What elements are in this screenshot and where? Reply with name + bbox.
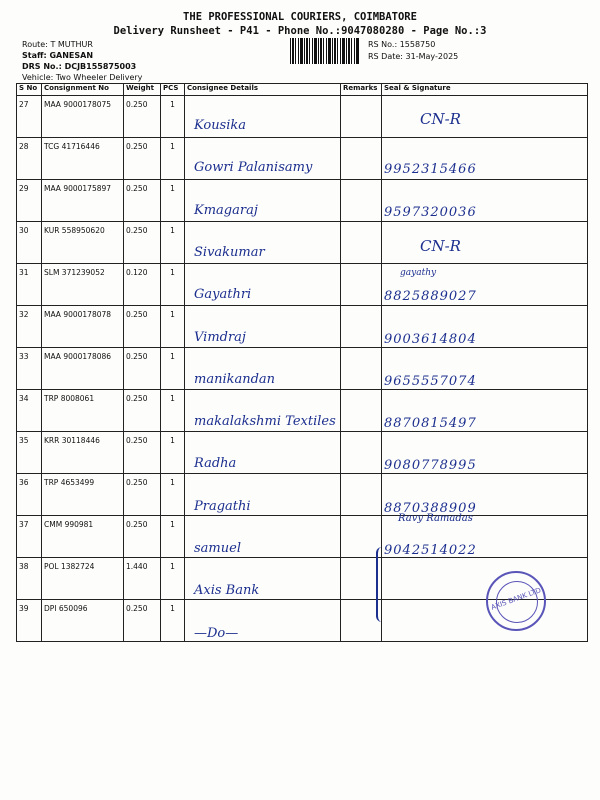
- sno-cell: 31: [17, 264, 42, 306]
- runsheet-subtitle: Delivery Runsheet - P41 - Phone No.:9047080280 - Page No.:3: [113, 25, 487, 37]
- barcode: [290, 38, 360, 64]
- weight-cell: 0.250: [124, 180, 161, 222]
- handwritten-consignee: makalakshmi Textiles: [194, 414, 336, 430]
- handwritten-signature: 9597320036: [384, 204, 477, 220]
- handwritten-signature: 9952315466: [384, 162, 477, 178]
- pcs-cell: 1: [161, 180, 185, 222]
- weight-cell: 0.120: [124, 264, 161, 306]
- consignment-cell: SLM 371239052: [42, 264, 124, 306]
- consignment-cell: MAA 9000178078: [42, 306, 124, 348]
- weight-cell: 0.250: [124, 138, 161, 180]
- sno-cell: 29: [17, 180, 42, 222]
- weight-cell: 0.250: [124, 474, 161, 516]
- handwritten-consignee: Kousika: [194, 118, 247, 133]
- remarks-cell: [341, 96, 382, 138]
- table-row: [17, 96, 588, 138]
- col-sno: S No: [17, 84, 42, 96]
- pcs-cell: 1: [161, 306, 185, 348]
- handwritten-consignee: samuel: [194, 541, 241, 556]
- weight-cell: 0.250: [124, 600, 161, 642]
- weight-cell: 1.440: [124, 558, 161, 600]
- handwritten-signature: 9655557074: [384, 373, 477, 389]
- handwritten-consignee: Pragathi: [194, 498, 251, 514]
- sno-cell: 39: [17, 600, 42, 642]
- pcs-cell: 1: [161, 558, 185, 600]
- pcs-cell: 1: [161, 474, 185, 516]
- handwritten-consignee: —Do—: [194, 625, 239, 641]
- handwritten-signature: CN-R: [420, 236, 461, 255]
- handwritten-signature: 9003614804: [384, 331, 477, 347]
- consignment-cell: CMM 990981: [42, 516, 124, 558]
- signature-name: gayathy: [400, 268, 437, 278]
- handwritten-signature: 8870388909: [384, 500, 477, 516]
- handwritten-consignee: Radha: [194, 456, 237, 472]
- handwritten-signature: 9042514022: [384, 543, 477, 558]
- consignment-cell: TCG 41716446: [42, 138, 124, 180]
- remarks-cell: [341, 348, 382, 390]
- weight-cell: 0.250: [124, 432, 161, 474]
- col-signature: Seal & Signature: [382, 84, 588, 96]
- remarks-cell: [341, 264, 382, 306]
- handwritten-consignee: Axis Bank: [194, 583, 260, 599]
- pcs-cell: 1: [161, 264, 185, 306]
- remarks-cell: [341, 306, 382, 348]
- col-weight: Weight: [124, 84, 161, 96]
- sno-cell: 35: [17, 432, 42, 474]
- handwritten-consignee: Gayathri: [194, 287, 252, 303]
- bank-seal-stamp: AXIS BANK LTD: [486, 571, 546, 631]
- remarks-cell: [341, 180, 382, 222]
- col-consignee: Consignee Details: [185, 84, 341, 96]
- table-row: [17, 264, 588, 306]
- consignment-cell: POL 1382724: [42, 558, 124, 600]
- consignment-cell: MAA 9000178086: [42, 348, 124, 390]
- table-row: [17, 222, 588, 264]
- pcs-cell: 1: [161, 390, 185, 432]
- table-header-row: [17, 84, 588, 96]
- table-row: [17, 306, 588, 348]
- pcs-cell: 1: [161, 348, 185, 390]
- col-consignment: Consignment No: [42, 84, 124, 96]
- handwritten-consignee: Kmagaraj: [194, 202, 258, 218]
- rs-number: RS No.: 1558750: [368, 40, 436, 49]
- consignment-cell: DPI 650096: [42, 600, 124, 642]
- sno-cell: 34: [17, 390, 42, 432]
- handwritten-signature: 8870815497: [384, 416, 477, 432]
- pcs-cell: 1: [161, 222, 185, 264]
- remarks-cell: [341, 390, 382, 432]
- sno-cell: 36: [17, 474, 42, 516]
- pcs-cell: 1: [161, 600, 185, 642]
- handwritten-consignee: Gowri Palanisamy: [194, 160, 313, 176]
- drs-number: DRS No.: DCJB155875003: [22, 62, 137, 71]
- col-pcs: PCS: [161, 84, 185, 96]
- table-row: [17, 432, 588, 474]
- remarks-cell: [341, 138, 382, 180]
- weight-cell: 0.250: [124, 96, 161, 138]
- weight-cell: 0.250: [124, 306, 161, 348]
- sno-cell: 27: [17, 96, 42, 138]
- consignment-cell: KUR 558950620: [42, 222, 124, 264]
- handwritten-consignee: manikandan: [194, 371, 276, 387]
- remarks-cell: [341, 432, 382, 474]
- signature-cell: [382, 222, 588, 264]
- table-row: [17, 348, 588, 390]
- consignment-cell: TRP 4653499: [42, 474, 124, 516]
- sno-cell: 37: [17, 516, 42, 558]
- pcs-cell: 1: [161, 516, 185, 558]
- signature-cell: [382, 558, 588, 600]
- weight-cell: 0.250: [124, 516, 161, 558]
- signature-name: Ravy Ramadas: [398, 513, 473, 524]
- consignment-cell: MAA 9000175897: [42, 180, 124, 222]
- pcs-cell: 1: [161, 96, 185, 138]
- pcs-cell: 1: [161, 432, 185, 474]
- weight-cell: 0.250: [124, 222, 161, 264]
- company-title: THE PROFESSIONAL COURIERS, COIMBATORE: [183, 11, 417, 23]
- table-row: [17, 474, 588, 516]
- sno-cell: 33: [17, 348, 42, 390]
- remarks-cell: [341, 474, 382, 516]
- table-row: [17, 516, 588, 558]
- signature-cell: [382, 96, 588, 138]
- weight-cell: 0.250: [124, 390, 161, 432]
- signature-cell: [382, 600, 588, 642]
- consignment-cell: TRP 8008061: [42, 390, 124, 432]
- staff-label: Staff: GANESAN: [22, 51, 94, 60]
- col-remarks: Remarks: [341, 84, 382, 96]
- handwritten-consignee: Sivakumar: [194, 244, 265, 260]
- handwritten-signature: 9080778995: [384, 458, 477, 474]
- handwritten-signature: CN-R: [420, 110, 461, 128]
- pcs-cell: 1: [161, 138, 185, 180]
- consignment-cell: MAA 9000178075: [42, 96, 124, 138]
- sno-cell: 32: [17, 306, 42, 348]
- sno-cell: 30: [17, 222, 42, 264]
- handwritten-signature: 8825889027: [384, 289, 477, 305]
- consignment-cell: KRR 30118446: [42, 432, 124, 474]
- rs-date: RS Date: 31-May-2025: [368, 52, 459, 61]
- route-label: Route: T MUTHUR: [22, 40, 93, 49]
- vehicle-label: Vehicle: Two Wheeler Delivery: [22, 73, 143, 82]
- weight-cell: 0.250: [124, 348, 161, 390]
- remarks-cell: [341, 222, 382, 264]
- sno-cell: 38: [17, 558, 42, 600]
- table-row: [17, 180, 588, 222]
- bracket-mark: [376, 547, 388, 622]
- handwritten-consignee: Vimdraj: [194, 329, 246, 345]
- sno-cell: 28: [17, 138, 42, 180]
